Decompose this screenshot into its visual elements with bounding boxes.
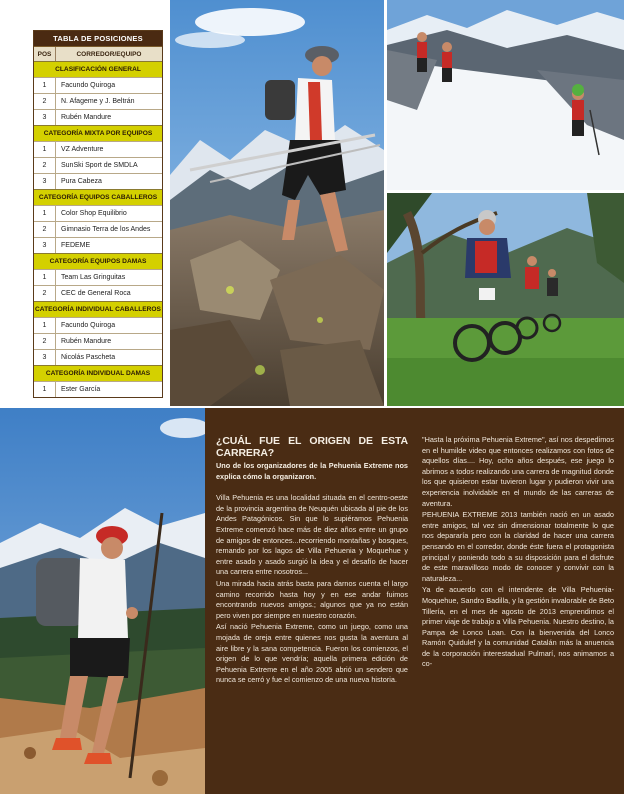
row-name: Rubén Mandure: [61, 114, 112, 121]
row-name: Team Las Gringuitas: [61, 274, 126, 281]
table-row: [34, 285, 162, 301]
row-pos: 2: [34, 286, 56, 301]
table-row: [34, 109, 162, 125]
table-row: [34, 317, 162, 333]
row-pos: 2: [34, 94, 56, 109]
row-pos: 1: [34, 270, 56, 285]
article-lead: Uno de los organizadores de la Pehuenia Extreme nos explica cómo la organizaron.: [216, 461, 408, 481]
row-pos: 2: [34, 334, 56, 349]
table-title: TABLA DE POSICIONES: [34, 31, 162, 46]
table-row: [34, 141, 162, 157]
category-men-teams: CATEGORÍA EQUIPOS CABALLEROS: [34, 189, 162, 205]
photo-hiker-poles: [0, 408, 205, 794]
article-column-left: [216, 435, 408, 687]
row-name: Gimnasio Terra de los Andes: [61, 226, 151, 233]
results-table: [33, 30, 163, 398]
header-name: CORREDOR/EQUIPO: [76, 51, 142, 58]
category-mixed-teams: CATEGORÍA MIXTA POR EQUIPOS: [34, 125, 162, 141]
table-row: [34, 333, 162, 349]
row-pos: 3: [34, 174, 56, 189]
row-name: Color Shop Equilibrio: [61, 210, 127, 217]
table-row: [34, 237, 162, 253]
photo-mountain-bikers: [387, 193, 624, 406]
paragraph: Ya de acuerdo con el intendente de Villa Pehuenia-Moquehue, Sandro Badilla, y la gestión invalorable de Beto Tillería, en el mes de agosto de 2013 emprendimos el primer viaje de trabajo a Villa Pehuenia. Nuestro destino, la Pampa de Lonco Loan. Con la bienvenida del Lonco Ramón Quidulef y la comunidad Catalán más la anuencia de la corporación interestadual Pulmarí, nos animamos a co-: [422, 585, 614, 669]
row-name: Rubén Mandure: [61, 338, 112, 345]
article-column-right: [422, 435, 614, 687]
paragraph: Villa Pehuenia es una localidad situada en el centro-oeste de la provincia argentina de Neuquén ubicada al pie de los Andes Patagónicos. Sin que lo supiéramos Pehuenia Extreme comenzó hace más de diez años entre un grupo de amigos de entonces...recorriendo montañas y bosques, remando por los lagos de Villa Pehuenia y Moquehue y entre asado y asado surgió la idea y el desafío de hacer una carrera entre nosotros...: [216, 493, 408, 577]
category-women-teams: CATEGORÍA EQUIPOS DAMAS: [34, 253, 162, 269]
row-name: FEDEME: [61, 242, 91, 249]
category-general: CLASIFICACIÓN GENERAL: [34, 61, 162, 77]
row-name: Facundo Quiroga: [61, 322, 116, 329]
row-pos: 1: [34, 318, 56, 333]
table-row: [34, 269, 162, 285]
paragraph: PEHUENIA EXTREME 2013 también nació en un asado entre amigos, tal vez sin dimensionar totalmente lo que nos depararía pero con la claridad de hacer una carrera pensando en el corredor, donde éste fuera el protagonista principal y poniendo todo a su disposición para el disfrute de este maravilloso modo de conocer y convivir con la naturaleza...: [422, 510, 614, 583]
table-row: [34, 77, 162, 93]
table-row: [34, 157, 162, 173]
row-pos: 1: [34, 78, 56, 93]
category-women-individual: CATEGORÍA INDIVIDUAL DAMAS: [34, 365, 162, 381]
row-name: Pura Cabeza: [61, 178, 102, 185]
row-pos: 2: [34, 158, 56, 173]
header-pos: POS: [34, 47, 56, 61]
photo-trekker-rocks: [170, 0, 384, 406]
article-panel: [205, 408, 624, 794]
row-pos: 1: [34, 206, 56, 221]
row-pos: 3: [34, 350, 56, 365]
paragraph: Una mirada hacia atrás basta para darnos cuenta el largo camino recorrido hasta hoy y en ese andar fuimos encontrando nuevos amigos.; algunos que ya no están pero viven por siempre en nuestro corazón.: [216, 578, 408, 620]
row-pos: 2: [34, 222, 56, 237]
paragraph: Así nació Pehuenia Extreme, como un juego, como una mojada de oreja entre quienes nos gusta la aventura al aire libre y la sana competencia. Fueron los comienzos, el origen de lo que vendría; aquella primera edición de Pehuenia Extreme en el año 2005 abrió un sendero que nunca se cerró y fue el comienzo de una nueva historia.: [216, 622, 408, 685]
row-name: Ester García: [61, 386, 101, 393]
table-row: [34, 221, 162, 237]
row-name: Nicolás Pascheta: [61, 354, 116, 361]
table-row: [34, 205, 162, 221]
table-row: [34, 173, 162, 189]
row-name: CEC de General Roca: [61, 290, 131, 297]
row-pos: 1: [34, 142, 56, 157]
row-name: SunSki Sport de SMDLA: [61, 162, 138, 169]
row-name: VZ Adventure: [61, 146, 104, 153]
table-row: [34, 381, 162, 397]
article-heading: ¿CUÁL FUE EL ORIGEN DE ESTA CARRERA?: [216, 435, 408, 459]
table-header: [34, 46, 162, 61]
row-name: N. Afageme y J. Beltrán: [61, 98, 135, 105]
row-pos: 1: [34, 382, 56, 397]
row-pos: 3: [34, 238, 56, 253]
table-row: [34, 349, 162, 365]
row-name: Facundo Quiroga: [61, 82, 116, 89]
category-men-individual: CATEGORÍA INDIVIDUAL CABALLEROS: [34, 301, 162, 317]
table-row: [34, 93, 162, 109]
row-pos: 3: [34, 110, 56, 125]
photo-snow-climbers: [387, 0, 624, 190]
paragraph: "Hasta la próxima Pehuenia Extreme", así nos despedimos en el humilde video que entonces realizamos con fotos de aquellos días.... Hoy, ocho años después, ese juego lo abrimos a todos realizando una carrera de magnitud donde los que quisieron estar tuvieron lugar y pudieron vivir una experiencia inolvidable en el mundo de las carreras de aventura.: [422, 435, 614, 508]
